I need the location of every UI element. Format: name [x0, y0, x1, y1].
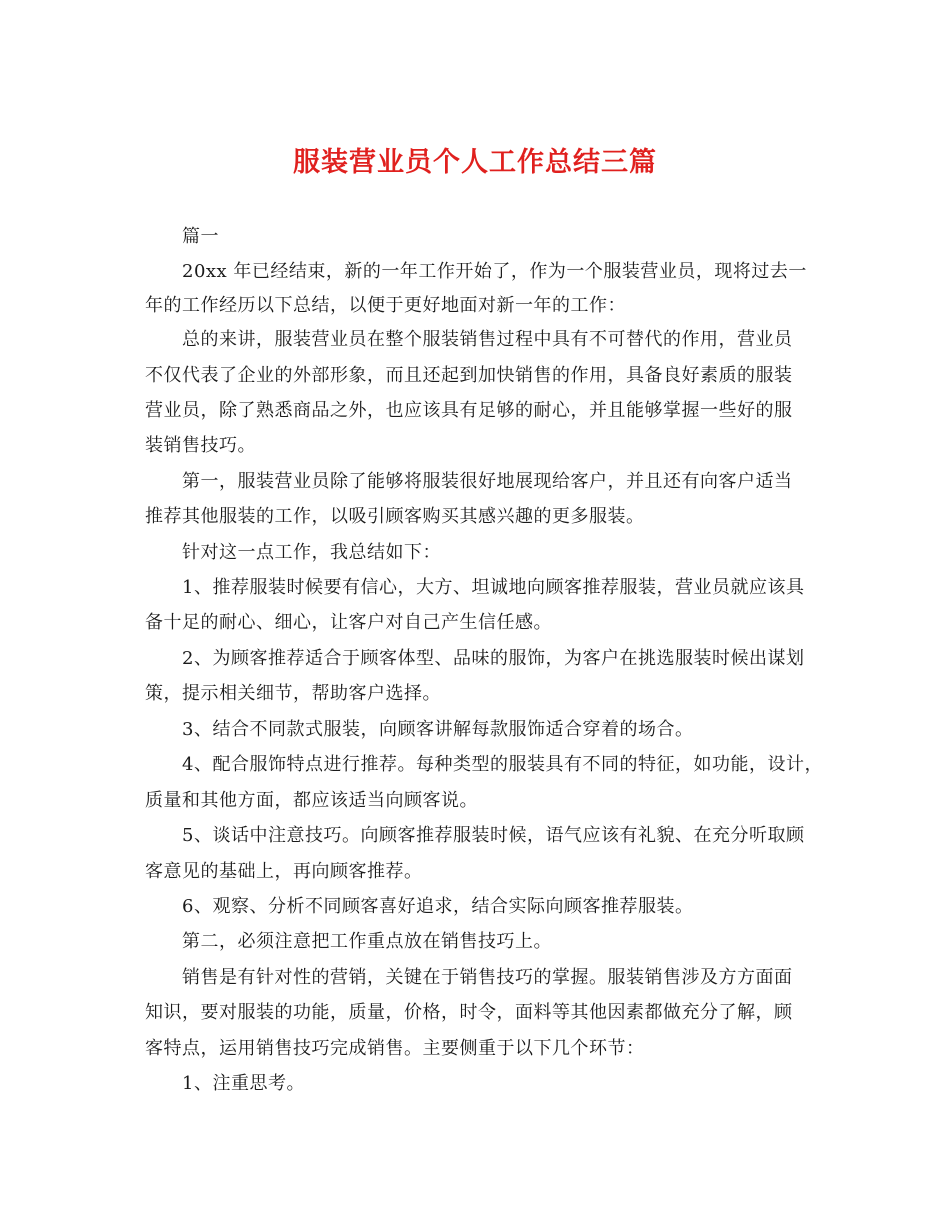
paragraph-line: 第二，必须注意把工作重点放在销售技巧上。	[182, 931, 552, 952]
paragraph-line: 年的工作经历以下总结，以便于更好地面对新一年的工作：	[145, 295, 626, 316]
list-item-line: 备十足的耐心、细心，让客户对自己产生信任感。	[145, 612, 552, 633]
list-item-line: 3、结合不同款式服装，向顾客讲解每款服饰适合穿着的场合。	[182, 719, 694, 740]
list-item-line: 策，提示相关细节，帮助客户选择。	[145, 683, 441, 704]
list-item-line: 1、注重思考。	[182, 1073, 305, 1094]
paragraph-line: 不仅代表了企业的外部形象，而且还起到加快销售的作用，具备良好素质的服装	[145, 365, 793, 386]
section-heading-part-one: 篇一	[182, 226, 219, 247]
list-item-line: 2、为顾客推荐适合于顾客体型、品味的服饰，为客户在挑选服装时候出谋划	[182, 648, 805, 669]
paragraph-line: 销售是有针对性的营销，关键在于销售技巧的掌握。服装销售涉及方方面面	[182, 967, 793, 988]
paragraph-line: 总的来讲，服装营业员在整个服装销售过程中具有不可替代的作用，营业员	[182, 329, 793, 350]
list-item-line: 质量和其他方面，都应该适当向顾客说。	[145, 790, 478, 811]
list-item-line: 客意见的基础上，再向顾客推荐。	[145, 861, 423, 882]
paragraph-line: 装销售技巧。	[145, 435, 256, 456]
list-item-line: 6、观察、分析不同顾客喜好追求，结合实际向顾客推荐服装。	[182, 896, 694, 917]
paragraph-line: 营业员，除了熟悉商品之外，也应该具有足够的耐心，并且能够掌握一些好的服	[145, 400, 793, 421]
paragraph-line: 推荐其他服装的工作，以吸引顾客购买其感兴趣的更多服装。	[145, 506, 645, 527]
paragraph-line: 针对这一点工作，我总结如下：	[182, 542, 441, 563]
list-item-line: 5、谈话中注意技巧。向顾客推荐服装时候，语气应该有礼貌、在充分听取顾	[182, 825, 805, 846]
document-title: 服装营业员个人工作总结三篇	[293, 147, 657, 178]
paragraph-line: 知识，要对服装的功能，质量，价格，时令，面料等其他因素都做充分了解，顾	[145, 1002, 793, 1023]
list-item-line: 1、推荐服装时候要有信心，大方、坦诚地向顾客推荐服装，营业员就应该具	[182, 577, 805, 598]
list-item-line: 4、配合服饰特点进行推荐。每种类型的服装具有不同的特征，如功能，设计，	[182, 754, 823, 775]
paragraph-line: 20xx 年已经结束，新的一年工作开始了，作为一个服装营业员，现将过去一	[182, 261, 807, 282]
paragraph-line: 第一，服装营业员除了能够将服装很好地展现给客户，并且还有向客户适当	[182, 471, 793, 492]
paragraph-line: 客特点，运用销售技巧完成销售。主要侧重于以下几个环节：	[145, 1038, 645, 1059]
